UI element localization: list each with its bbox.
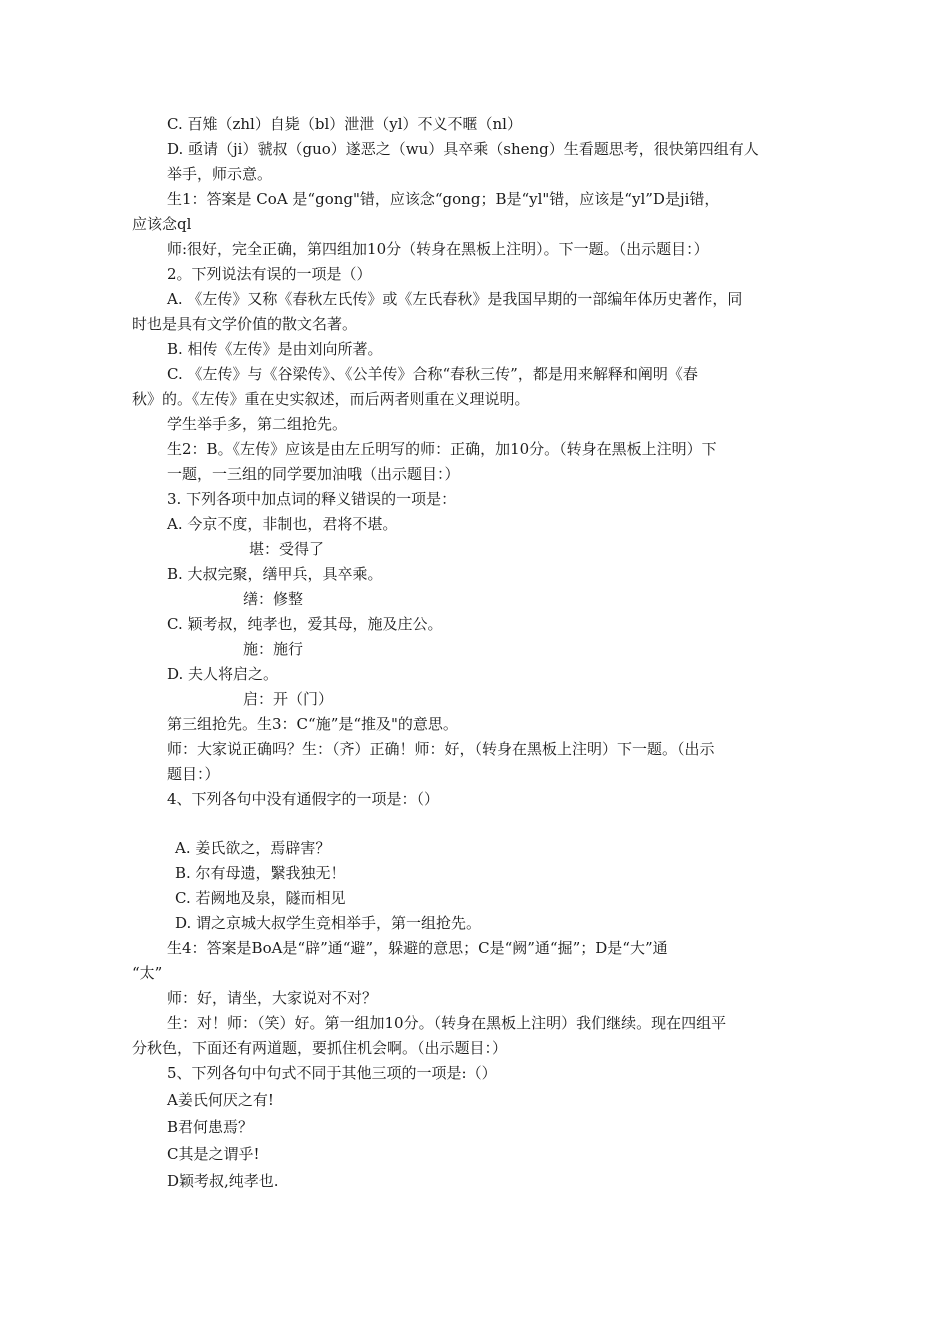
text-line: 启：开（门） bbox=[243, 690, 334, 708]
text-line: “太” bbox=[132, 964, 163, 982]
text-line: 分秋色，下面还有两道题，要抓住机会啊。（出示题目：） bbox=[132, 1039, 508, 1057]
text-line: 生1：答案是 CoA 是“gong"错，应该念“gong；B是“yl"错，应该是“yl”D是ji错， bbox=[167, 190, 720, 208]
text-line: 5、下列各句中句式不同于其他三项的一项是:（） bbox=[167, 1064, 497, 1082]
text-line: A. 姜氏欲之，焉辟害？ bbox=[175, 839, 331, 857]
text-line: 2。下列说法有误的一项是（） bbox=[167, 265, 372, 283]
text-line: 一题，一三组的同学要加油哦（出示题目：） bbox=[167, 465, 460, 483]
text-line: D颖考叔,纯孝也. bbox=[167, 1172, 279, 1190]
text-line: 生：对！师：（笑）好。第一组加10分。（转身在黑板上注明）我们继续。现在四组平 bbox=[167, 1014, 727, 1032]
text-line: D. 夫人将启之。 bbox=[167, 665, 279, 683]
text-line: B. 尔有母遗，繄我独无！ bbox=[175, 864, 346, 882]
text-line: 师：大家说正确吗？生：（齐）正确！师：好，（转身在黑板上注明）下一题。（出示 bbox=[167, 740, 715, 758]
text-line: D. 亟请（ji）虢叔（guo）遂恶之（wu）具卒乘（sheng）生看题思考，很快第四组有人 bbox=[167, 140, 759, 158]
text-line: A. 今京不度，非制也，君将不堪。 bbox=[167, 515, 398, 533]
text-line: C. 颖考叔，纯孝也，爱其母，施及庄公。 bbox=[167, 615, 443, 633]
text-line: C. 百雉（zhl）自毙（bl）泄泄（yl）不义不暱（nl） bbox=[167, 115, 522, 133]
text-line: C其是之谓乎! bbox=[167, 1145, 260, 1163]
text-line: 生2：B。《左传》应该是由左丘明写的师：正确，加10分。（转身在黑板上注明）下 bbox=[167, 440, 717, 458]
text-line: 第三组抢先。生3：C“施”是“推及"的意思。 bbox=[167, 715, 458, 733]
text-line: B. 相传《左传》是由刘向所著。 bbox=[167, 340, 383, 358]
text-line: 生4：答案是BoA是“辟”通“避”，躲避的意思；C是“阙”通“掘”；D是“大”通 bbox=[167, 939, 668, 957]
text-line: B君何患焉？ bbox=[167, 1118, 254, 1136]
text-line: 堪：受得了 bbox=[249, 540, 325, 558]
text-line: B. 大叔完聚，缮甲兵，具卒乘。 bbox=[167, 565, 383, 583]
text-line: 学生举手多，第二组抢先。 bbox=[167, 415, 348, 433]
text-line: 时也是具有文学价值的散文名著。 bbox=[132, 315, 358, 333]
text-line: 秋》的。《左传》重在史实叙述，而后两者则重在义理说明。 bbox=[132, 390, 530, 408]
text-line: 施：施行 bbox=[243, 640, 304, 658]
text-line: C. 《左传》与《谷梁传》、《公羊传》合称“春秋三传”，都是用来解释和阐明《春 bbox=[167, 365, 698, 383]
text-line: 举手，师示意。 bbox=[167, 165, 273, 183]
text-line: A姜氏何厌之有! bbox=[167, 1091, 274, 1109]
text-line: D. 谓之京城大叔学生竞相举手，第一组抢先。 bbox=[175, 914, 482, 932]
text-line: C. 若阙地及泉，隧而相见 bbox=[175, 889, 346, 907]
text-line: 缮：修整 bbox=[243, 590, 304, 608]
text-line: 应该念ql bbox=[132, 215, 192, 233]
text-line: 师：好，请坐，大家说对不对？ bbox=[167, 989, 378, 1007]
text-line: 3. 下列各项中加点词的释义错误的一项是： bbox=[167, 490, 457, 508]
text-line: 师:很好，完全正确，第四组加10分（转身在黑板上注明）。下一题。（出示题目：） bbox=[167, 240, 709, 258]
text-line: A. 《左传》又称《春秋左氏传》或《左氏春秋》是我国早期的一部编年体历史著作，同 bbox=[167, 290, 743, 308]
text-line: 题目：） bbox=[167, 765, 220, 783]
text-line: 4、下列各句中没有通假字的一项是：（） bbox=[167, 790, 440, 808]
